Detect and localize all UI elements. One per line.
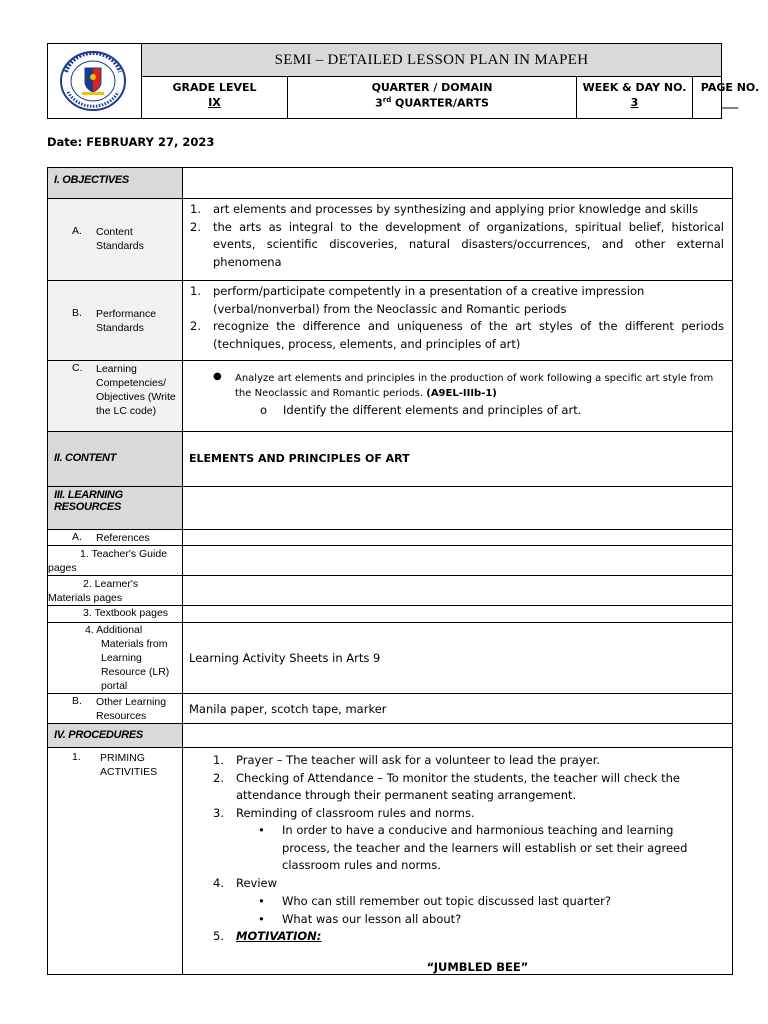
learners-materials-row: [48, 576, 733, 606]
list-item: [190, 318, 724, 353]
review-bullet: [183, 910, 732, 928]
objectives-empty-cell: [183, 168, 733, 199]
competencies-cell: [183, 361, 733, 432]
quarter-domain-label: QUARTER / DOMAIN: [371, 81, 493, 94]
other-resources-cell: [183, 694, 733, 724]
list-number: 4.: [213, 875, 224, 890]
procedures-heading-text: IV. PROCEDURES: [54, 729, 143, 741]
list-item: [190, 219, 724, 272]
list-number: 5.: [213, 929, 224, 943]
content-standards-label-cell: [48, 199, 183, 281]
performance-standards-label: Performance Standards: [96, 308, 157, 334]
priming-activities-label-cell: [48, 748, 183, 975]
other-resources-label-cell: [48, 694, 183, 724]
teachers-guide-label-cell: [48, 546, 183, 576]
list-item: [213, 752, 724, 770]
competency-code: (A9EL-IIIb-1): [426, 388, 497, 399]
motivation-label: MOTIVATION:: [236, 929, 322, 943]
review-question: What was our lesson all about?: [282, 912, 462, 926]
competency-bullet: [183, 361, 732, 401]
learning-resources-empty-cell: [183, 487, 733, 530]
list-text: Checking of Attendance – To monitor the students, the teacher will check the attendance through their permanent seating arrangement.: [236, 770, 680, 802]
review-list: [183, 875, 732, 893]
competency-statement: Analyze art elements and principles in the production of work following a specific art style from the Neoclassic and Romantic periods.: [235, 373, 714, 399]
list-text: Prayer – The teacher will ask for a volunteer to lead the prayer.: [236, 753, 601, 767]
additional-materials-cell: [183, 623, 733, 694]
content-standards-cell: [183, 199, 733, 281]
list-item: [190, 283, 724, 318]
other-resources-row: [48, 694, 733, 724]
grade-level-label: GRADE LEVEL: [172, 81, 257, 94]
teachers-guide-cell: [183, 546, 733, 576]
procedures-empty-cell: [183, 724, 733, 748]
lesson-date: Date: FEBRUARY 27, 2023: [47, 135, 215, 149]
list-number: 3.: [213, 805, 224, 820]
review-question: Who can still remember out topic discussed last quarter?: [282, 894, 611, 908]
objectives-row: [48, 168, 733, 199]
teachers-guide-label: 1. Teacher's Guide pages: [48, 548, 168, 574]
priming-label: PRIMING ACTIVITIES: [100, 752, 158, 778]
list-text: Review: [236, 875, 278, 890]
quarter-domain-text: QUARTER/ARTS: [391, 96, 489, 110]
content-standards-list: [183, 199, 732, 273]
list-text: the arts as integral to the development of organizations, spiritual belief, historical events, scientific discoveries, natural disasters/occurrences, and other external phenomena: [213, 219, 724, 269]
additional-materials-label-cell: [48, 623, 183, 694]
list-text: art elements and processes by synthesizing and applying prior knowledge and skills: [213, 202, 699, 216]
page-number-cell: [693, 77, 767, 118]
list-number: 2.: [213, 770, 224, 785]
motivation-list: [183, 928, 732, 946]
competency-sub-text: Identify the different elements and principles of art.: [283, 403, 582, 417]
content-standards-letter: A.: [72, 225, 82, 237]
references-row: [48, 530, 733, 546]
learning-resources-row: [48, 487, 733, 530]
logo-cell: [48, 44, 142, 118]
references-label: References: [96, 532, 150, 544]
page-title: SEMI – DETAILED LESSON PLAN IN MAPEH: [142, 44, 721, 77]
references-letter: A.: [72, 531, 82, 543]
quarter-domain-cell: [288, 77, 577, 118]
content-standards-row: [48, 199, 733, 281]
objectives-heading-text: I. OBJECTIVES: [54, 174, 129, 186]
additional-materials-value: Learning Activity Sheets in Arts 9: [189, 651, 381, 665]
activity-title: “JUMBLED BEE”: [426, 959, 529, 974]
other-resources-value: Manila paper, scotch tape, marker: [189, 701, 387, 716]
priming-steps-list: [183, 748, 732, 822]
priming-activities-row: [48, 748, 733, 975]
textbook-label-cell: [48, 606, 183, 623]
bullet-icon: ●: [213, 371, 222, 382]
bullet-icon: •: [258, 823, 265, 837]
quarter-domain-value: [288, 96, 576, 110]
quarter-number: 3: [375, 96, 383, 110]
competencies-row: [48, 361, 733, 432]
deped-seal-icon: [58, 50, 128, 112]
competency-text: [235, 371, 724, 401]
list-item: [213, 770, 724, 805]
competencies-label-cell: [48, 361, 183, 432]
priming-number: 1.: [72, 751, 81, 763]
list-number: 1.: [190, 284, 201, 298]
learners-materials-label-cell: [48, 576, 183, 606]
learners-materials-cell: [183, 576, 733, 606]
competencies-letter: C.: [72, 362, 83, 374]
review-bullet: [183, 892, 732, 910]
grade-level-value: IX: [208, 96, 221, 109]
objectives-heading: [48, 168, 183, 199]
other-resources-letter: B.: [72, 695, 82, 707]
performance-standards-cell: [183, 281, 733, 361]
week-day-label: WEEK & DAY NO.: [582, 81, 687, 94]
list-item: [213, 875, 724, 893]
content-row: [48, 432, 733, 487]
content-standards-label: Content Standards: [96, 226, 144, 252]
references-cell: [183, 530, 733, 546]
list-number: 2.: [190, 319, 201, 333]
rules-text: In order to have a conducive and harmonious teaching and learning process, the teacher and the learners will establish or set their agreed classroom rules and norms.: [282, 823, 688, 872]
procedures-heading: [48, 724, 183, 748]
list-number: 1.: [213, 753, 224, 767]
learners-materials-label: 2. Learner's Materials pages: [48, 578, 139, 604]
textbook-label: 3. Textbook pages: [83, 607, 169, 619]
competency-sub-bullet: [183, 401, 732, 417]
quarter-ordinal: rd: [382, 96, 392, 104]
rules-bullet: [183, 822, 732, 875]
references-label-cell: [48, 530, 183, 546]
list-item: [213, 928, 724, 946]
list-text: perform/participate competently in a presentation of a creative impression (verbal/nonverbal) from the Neoclassic and Romantic periods: [213, 284, 645, 316]
list-item: [190, 201, 724, 219]
content-cell: [183, 432, 733, 487]
bullet-icon: •: [258, 912, 265, 926]
hollow-bullet-icon: o: [260, 403, 268, 417]
learning-resources-heading-text: III. LEARNING RESOURCES: [54, 489, 123, 513]
week-day-value: 3: [630, 96, 639, 109]
page-number-label: PAGE NO.: [700, 81, 760, 94]
list-text: recognize the difference and uniqueness of the art styles of the different periods (techniques, process, elements, and principles of art): [213, 319, 724, 351]
textbook-row: [48, 606, 733, 623]
content-value: ELEMENTS AND PRINCIPLES OF ART: [189, 452, 410, 465]
procedures-row: [48, 724, 733, 748]
performance-standards-row: [48, 281, 733, 361]
page-number-value: ___: [721, 96, 739, 109]
learning-resources-heading: [48, 487, 183, 530]
competencies-label: Learning Competencies/ Objectives (Write the LC code): [96, 363, 176, 417]
additional-materials-row: [48, 623, 733, 694]
grade-level-cell: [142, 77, 288, 118]
list-number: 2.: [190, 219, 201, 234]
teachers-guide-row: [48, 546, 733, 576]
content-heading: [48, 432, 183, 487]
performance-standards-label-cell: [48, 281, 183, 361]
priming-activities-cell: [183, 748, 733, 975]
performance-standards-list: [183, 281, 732, 355]
week-day-cell: [577, 77, 693, 118]
list-number: 1.: [190, 202, 201, 216]
performance-standards-letter: B.: [72, 307, 82, 319]
other-resources-label: Other Learning Resources: [96, 696, 167, 722]
bullet-icon: •: [258, 894, 265, 908]
lesson-plan-header: [47, 43, 760, 119]
additional-materials-label: 4. Additional Materials from Learning Resource (LR) portal: [85, 624, 170, 692]
content-heading-text: II. CONTENT: [54, 452, 117, 464]
list-item: [213, 805, 724, 823]
list-text: Reminding of classroom rules and norms.: [236, 805, 475, 820]
lesson-plan-table: [47, 167, 733, 975]
textbook-cell: [183, 606, 733, 623]
